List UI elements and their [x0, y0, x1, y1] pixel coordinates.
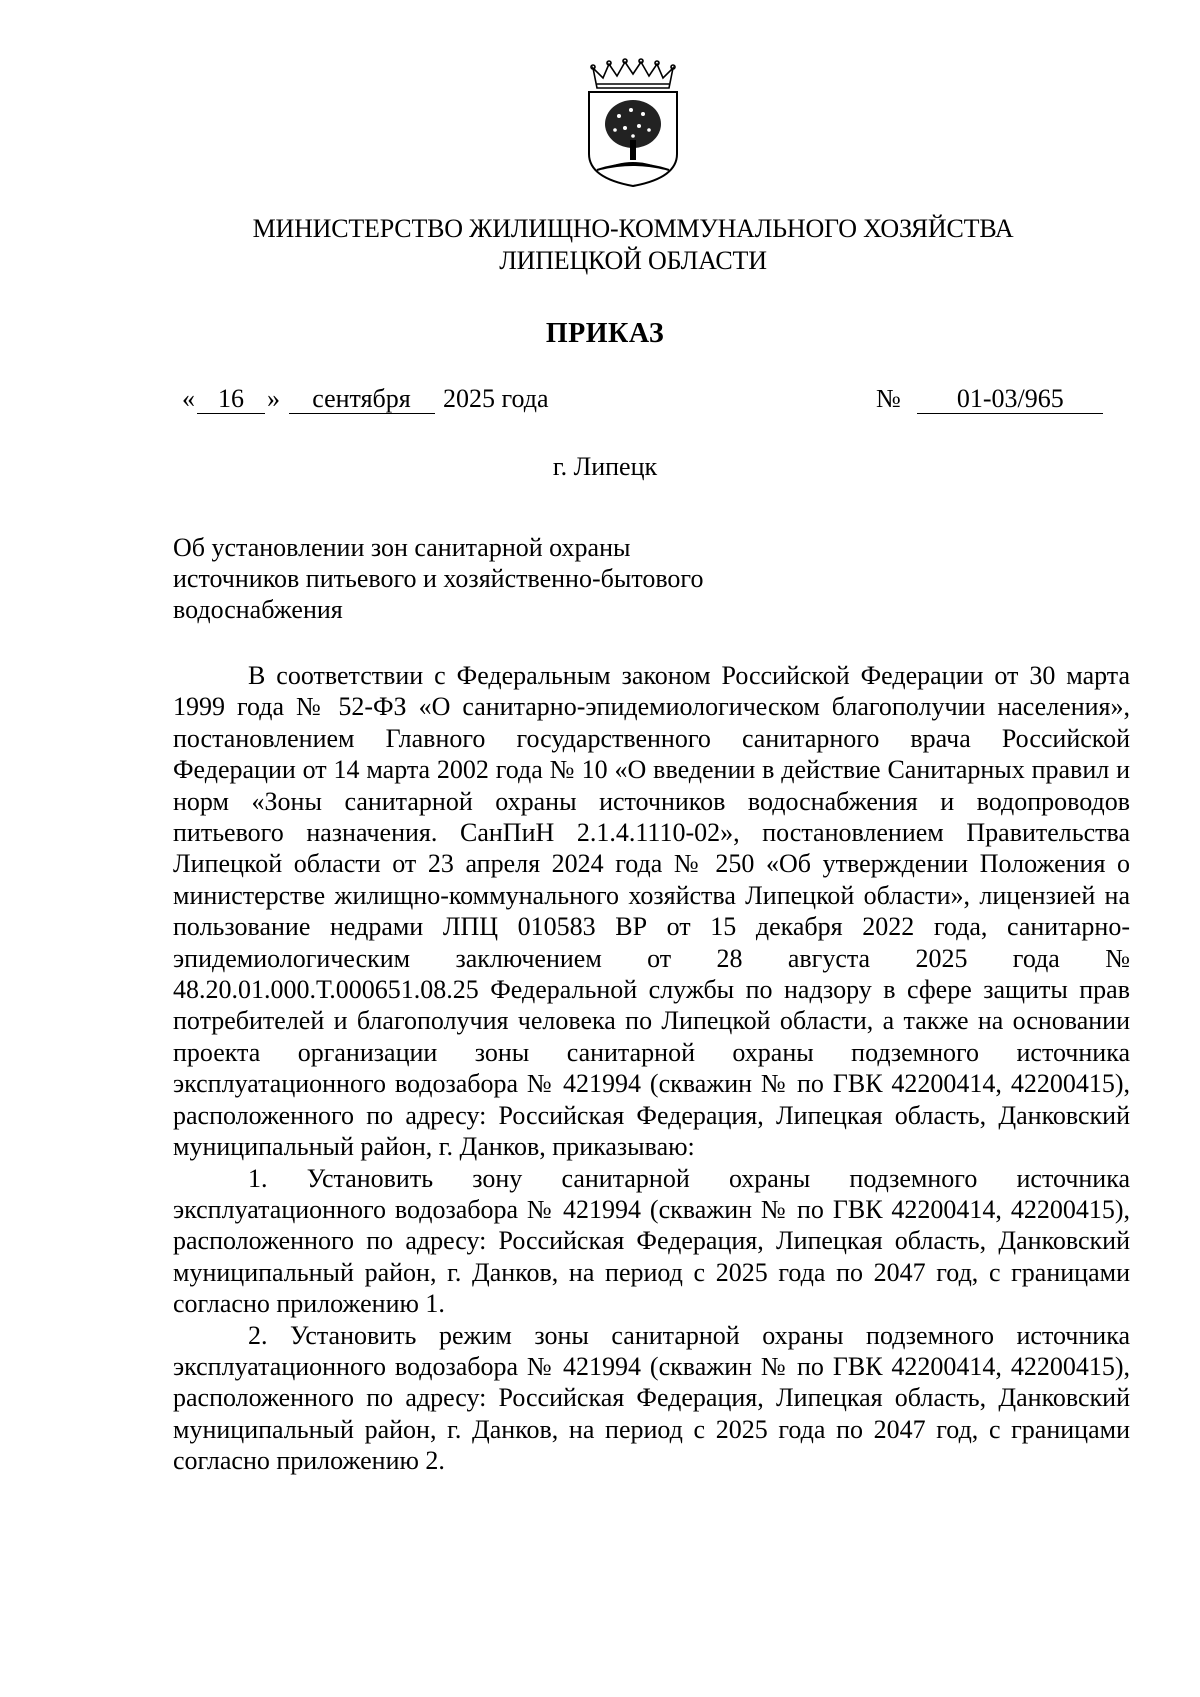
document-city: г. Липецк	[552, 452, 658, 481]
document-number	[876, 384, 1105, 414]
date-day: 16	[197, 385, 265, 414]
order-item-2: 2. Установить режим зоны санитарной охраны подземного источника эксплуатационного водозабора № 421994 (скважин № по ГВК 42200414, 42200415), расположенного по адресу: Российская Федерация, Липецкая область, Данковский муниципальный район, г. Данков, на период с 2025 года по 2047 год, с границами согласно приложению 2.	[173, 1320, 1130, 1476]
subject-line-3: водоснабжения	[173, 595, 343, 624]
document-date	[182, 384, 549, 414]
document-type: ПРИКАЗ	[545, 318, 665, 349]
subject-line-1: Об установлении зон санитарной охраны	[173, 533, 631, 562]
number-value: 01-03/965	[917, 385, 1103, 414]
date-open-quote: «	[182, 384, 195, 413]
date-close-quote: »	[267, 384, 280, 413]
date-year: 2025 года	[443, 384, 549, 413]
number-sign: №	[876, 384, 901, 413]
lipetsk-coat-of-arms-icon	[579, 58, 687, 190]
preamble-paragraph: В соответствии с Федеральным законом Российской Федерации от 30 марта 1999 года № 52-ФЗ «О санитарно-эпидемиологическом благополучии населения», постановлением Главного государственного санитарного врача Российской Федерации от 14 марта 2002 года № 10 «О введении в действие Санитарных правил и норм «Зоны санитарной охраны источников водоснабжения и водопроводов питьевого назначения. СанПиН 2.1.4.1110-02», постановлением Правительства Липецкой области от 23 апреля 2024 года № 250 «Об утверждении Положения о министерстве жилищно-коммунального хозяйства Липецкой области», лицензией на пользование недрами ЛПЦ 010583 ВР от 15 декабря 2022 года, санитарно-эпидемиологическим заключением от 28 августа 2025 года № 48.20.01.000.Т.000651.08.25 Федеральной службы по надзору в сфере защиты прав потребителей и благополучия человека по Липецкой области, а также на основании проекта организации зоны санитарной охраны подземного источника эксплуатационного водозабора № 421994 (скважин № по ГВК 42200414, 42200415), расположенного по адресу: Российская Федерация, Липецкая область, Данковский муниципальный район, г. Данков, приказываю:	[173, 661, 1130, 1162]
ministry-line-1: МИНИСТЕРСТВО ЖИЛИЩНО-КОММУНАЛЬНОГО ХОЗЯЙСТВА	[252, 214, 1014, 243]
document-body	[173, 660, 1130, 1477]
order-item-1: 1. Установить зону санитарной охраны подземного источника эксплуатационного водозабора № 421994 (скважин № по ГВК 42200414, 42200415), расположенного по адресу: Российская Федерация, Липецкая область, Данковский муниципальный район, г. Данков, на период с 2025 года по 2047 год, с границами согласно приложению 1.	[173, 1163, 1130, 1319]
ministry-line-2: ЛИПЕЦКОЙ ОБЛАСТИ	[499, 246, 767, 275]
subject-line-2: источников питьевого и хозяйственно-бытового	[173, 564, 704, 593]
ministry-name	[0, 213, 1200, 277]
date-month: сентября	[289, 385, 435, 414]
document-subject	[173, 532, 793, 625]
